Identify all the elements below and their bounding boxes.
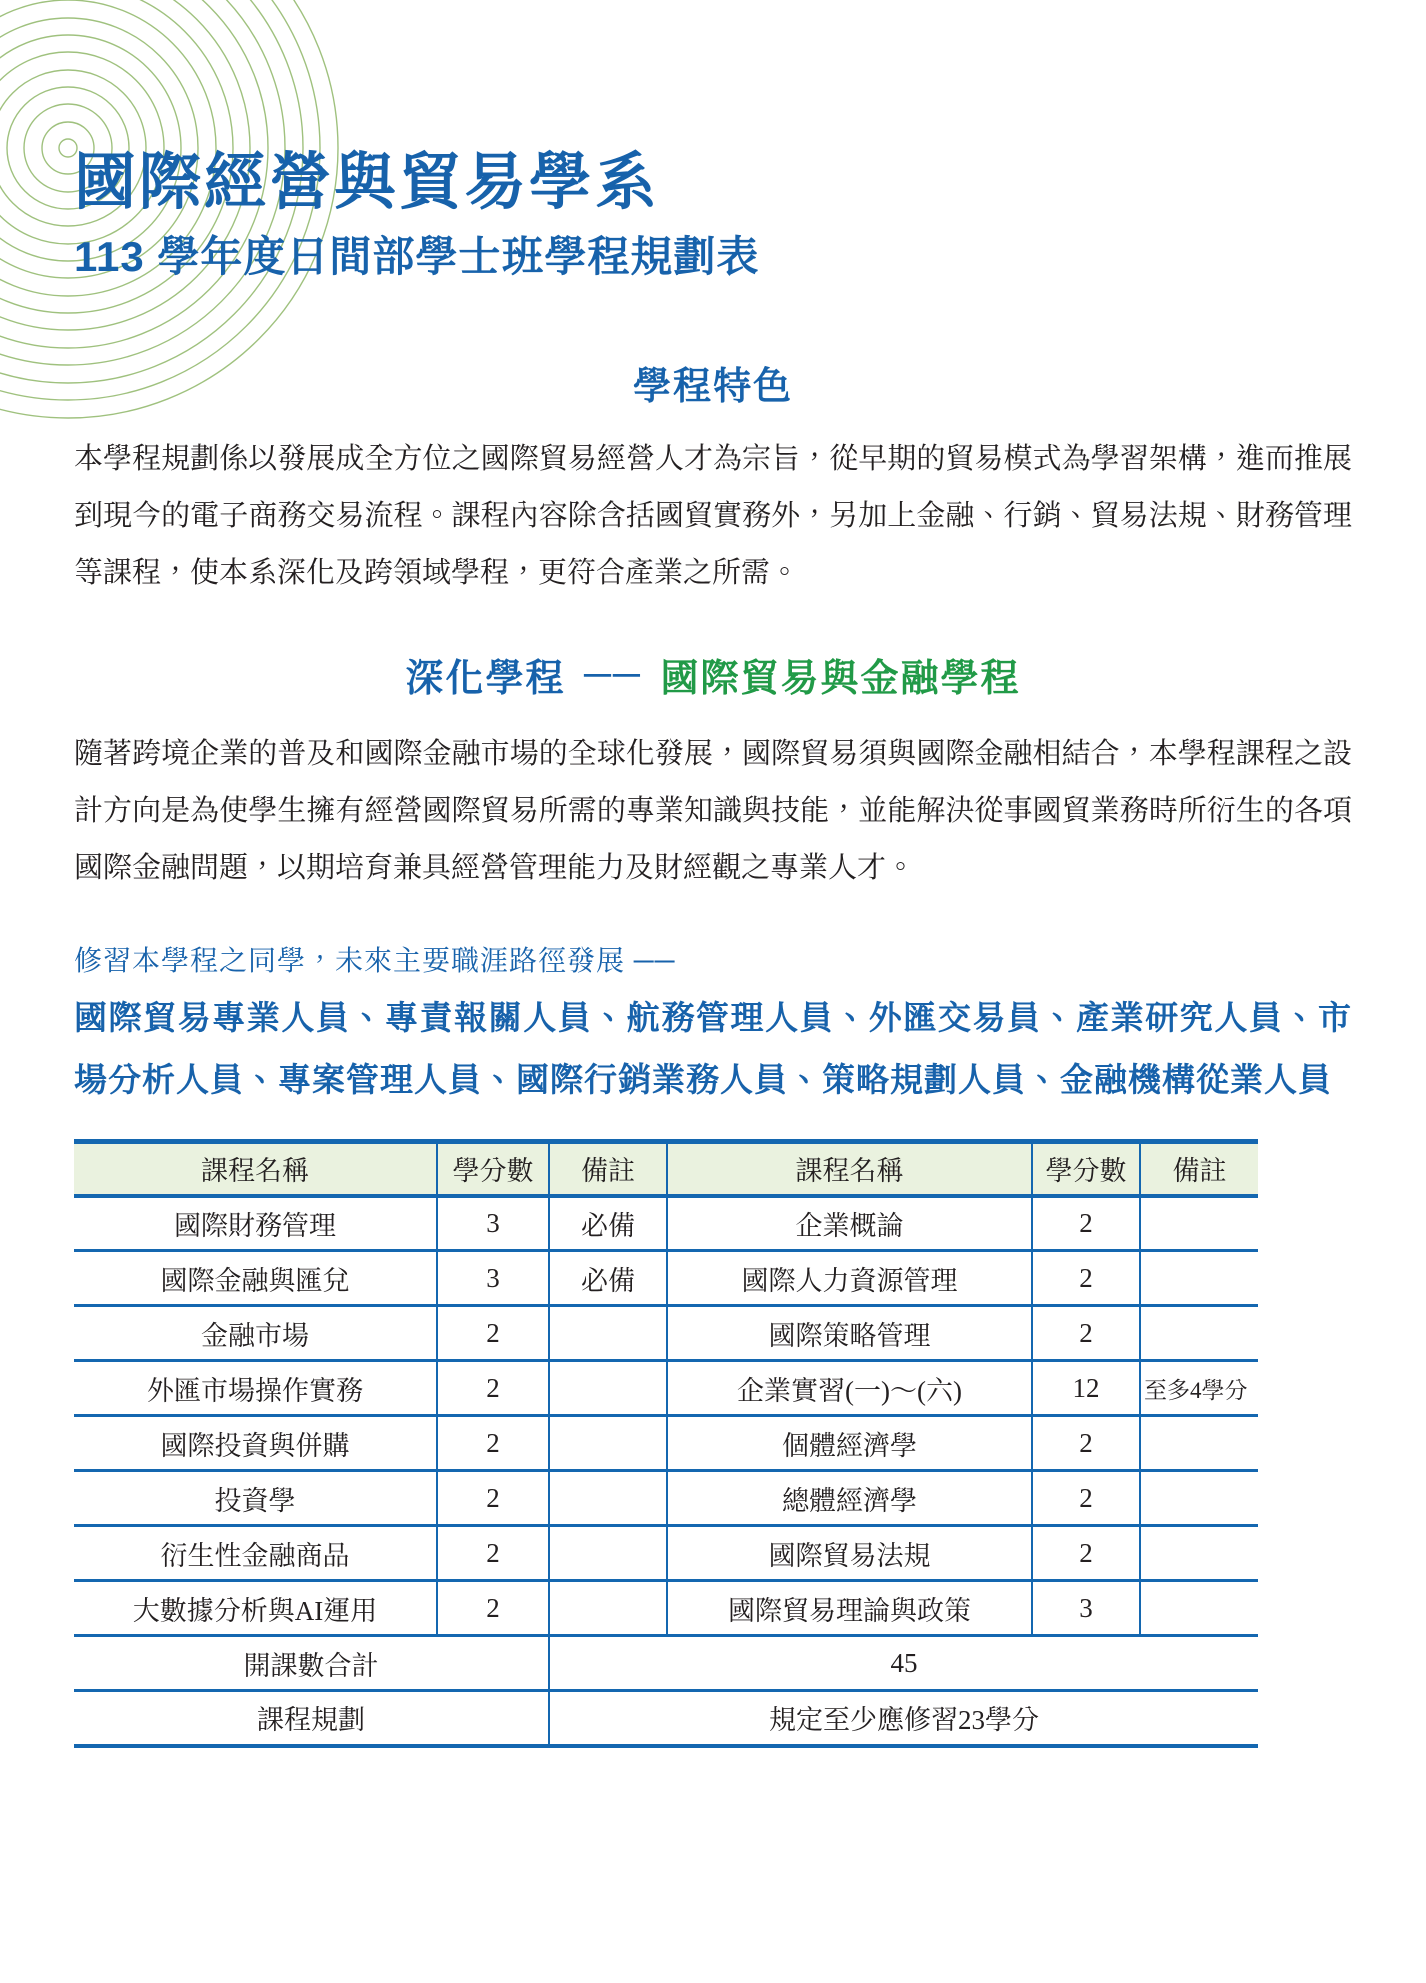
credits-cell: 2 xyxy=(437,1526,549,1581)
course-name-cell: 企業實習(一)～(六) xyxy=(667,1361,1032,1416)
credits-cell: 12 xyxy=(1032,1361,1140,1416)
remark-cell xyxy=(549,1471,667,1526)
credits-cell: 2 xyxy=(437,1416,549,1471)
table-row xyxy=(74,1416,1258,1471)
course-table xyxy=(74,1139,1258,1748)
course-name-cell: 國際財務管理 xyxy=(74,1196,437,1251)
credits-cell: 2 xyxy=(437,1471,549,1526)
course-name-cell: 外匯市場操作實務 xyxy=(74,1361,437,1416)
program-paragraph: 隨著跨境企業的普及和國際金融市場的全球化發展，國際貿易須與國際金融相結合，本學程課程之設計方向是為使學生擁有經營國際貿易所需的專業知識與技能，並能解決從事國貿業務時所衍生的各項國際金融問題，以期培育兼具經營管理能力及財經觀之專業人才。 xyxy=(74,738,1352,885)
table-header-row xyxy=(74,1142,1258,1196)
credits-cell: 3 xyxy=(437,1251,549,1306)
section-heading-program xyxy=(74,654,1352,702)
col-header-credits-left: 學分數 xyxy=(437,1142,549,1196)
careers-lead-text: 修習本學程之同學，未來主要職涯路徑發展 ── xyxy=(74,945,676,977)
course-name-cell: 國際金融與匯兌 xyxy=(74,1251,437,1306)
remark-cell: 必備 xyxy=(549,1196,667,1251)
table-row xyxy=(74,1361,1258,1416)
remark-cell xyxy=(549,1581,667,1636)
col-header-remark-right: 備註 xyxy=(1140,1142,1258,1196)
course-name-cell: 國際貿易理論與政策 xyxy=(667,1581,1032,1636)
course-name-cell: 金融市場 xyxy=(74,1306,437,1361)
table-row xyxy=(74,1581,1258,1636)
course-name-cell: 大數據分析與AI運用 xyxy=(74,1581,437,1636)
careers-list-text: 國際貿易專業人員、專責報關人員、航務管理人員、外匯交易員、產業研究人員、市場分析人員、專案管理人員、國際行銷業務人員、策略規劃人員、金融機構從業人員 xyxy=(74,999,1352,1099)
credits-cell: 2 xyxy=(1032,1196,1140,1251)
remark-cell xyxy=(1140,1526,1258,1581)
summary-value-cell: 規定至少應修習23學分 xyxy=(549,1691,1258,1746)
summary-row-total-courses xyxy=(74,1636,1258,1691)
summary-label-cell: 開課數合計 xyxy=(74,1636,549,1691)
page-subtitle: 113 學年度日間部學士班學程規劃表 xyxy=(74,233,760,281)
remark-cell: 至多4學分 xyxy=(1140,1361,1258,1416)
remark-cell xyxy=(549,1361,667,1416)
course-name-cell: 國際策略管理 xyxy=(667,1306,1032,1361)
course-name-cell: 企業概論 xyxy=(667,1196,1032,1251)
credits-cell: 2 xyxy=(1032,1306,1140,1361)
credits-cell: 2 xyxy=(1032,1526,1140,1581)
col-header-course-name-left: 課程名稱 xyxy=(74,1142,437,1196)
page-title: 國際經營與貿易學系 xyxy=(74,148,660,217)
course-name-cell: 投資學 xyxy=(74,1471,437,1526)
table-row xyxy=(74,1196,1258,1251)
remark-cell xyxy=(1140,1251,1258,1306)
credits-cell: 2 xyxy=(437,1306,549,1361)
col-header-remark-left: 備註 xyxy=(549,1142,667,1196)
table-row xyxy=(74,1526,1258,1581)
remark-cell xyxy=(1140,1471,1258,1526)
credits-cell: 2 xyxy=(1032,1251,1140,1306)
heading-dash: ── xyxy=(584,654,642,697)
remark-cell xyxy=(1140,1581,1258,1636)
remark-cell xyxy=(1140,1416,1258,1471)
course-name-cell: 衍生性金融商品 xyxy=(74,1526,437,1581)
features-paragraph: 本學程規劃係以發展成全方位之國際貿易經營人才為宗旨，從早期的貿易模式為學習架構，進而推展到現今的電子商務交易流程。課程內容除含括國貿實務外，另加上金融、行銷、貿易法規、財務管理等課程，使本系深化及跨領域學程，更符合產業之所需。 xyxy=(74,443,1352,590)
remark-cell xyxy=(549,1526,667,1581)
program-heading-name: 國際貿易與金融學程 xyxy=(660,658,1021,701)
credits-cell: 2 xyxy=(437,1361,549,1416)
content-column xyxy=(0,148,1426,1748)
table-row xyxy=(74,1306,1258,1361)
remark-cell xyxy=(1140,1196,1258,1251)
section-heading-features: 學程特色 xyxy=(632,365,793,408)
remark-cell xyxy=(549,1306,667,1361)
summary-label-cell: 課程規劃 xyxy=(74,1691,549,1746)
credits-cell: 2 xyxy=(1032,1471,1140,1526)
table-row xyxy=(74,1251,1258,1306)
credits-cell: 2 xyxy=(437,1581,549,1636)
program-heading-prefix: 深化學程 xyxy=(405,658,566,701)
summary-value-cell: 45 xyxy=(549,1636,1258,1691)
col-header-credits-right: 學分數 xyxy=(1032,1142,1140,1196)
remark-cell xyxy=(1140,1306,1258,1361)
col-header-course-name-right: 課程名稱 xyxy=(667,1142,1032,1196)
course-name-cell: 個體經濟學 xyxy=(667,1416,1032,1471)
course-name-cell: 國際人力資源管理 xyxy=(667,1251,1032,1306)
credits-cell: 3 xyxy=(1032,1581,1140,1636)
remark-cell: 必備 xyxy=(549,1251,667,1306)
credits-cell: 2 xyxy=(1032,1416,1140,1471)
course-name-cell: 總體經濟學 xyxy=(667,1471,1032,1526)
course-name-cell: 國際投資與併購 xyxy=(74,1416,437,1471)
summary-row-credit-requirement xyxy=(74,1691,1258,1746)
remark-cell xyxy=(549,1416,667,1471)
credits-cell: 3 xyxy=(437,1196,549,1251)
table-row xyxy=(74,1471,1258,1526)
course-name-cell: 國際貿易法規 xyxy=(667,1526,1032,1581)
